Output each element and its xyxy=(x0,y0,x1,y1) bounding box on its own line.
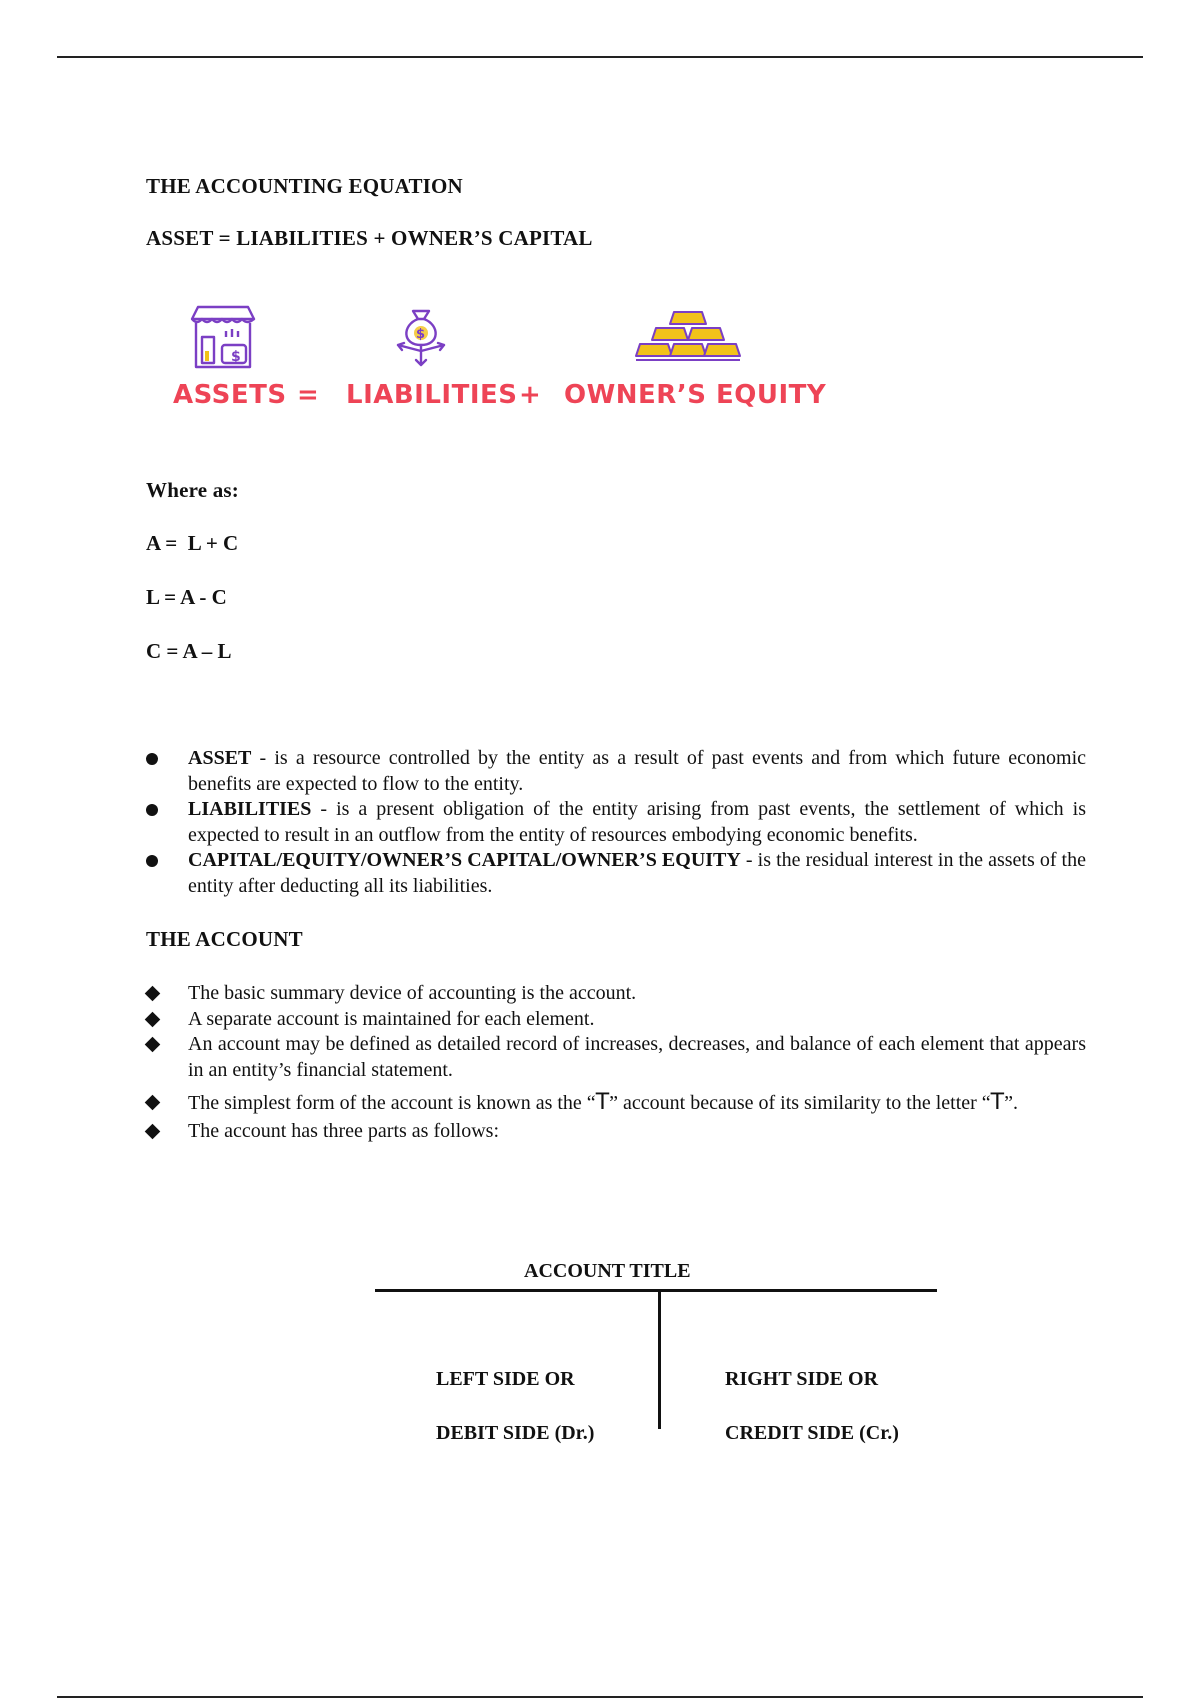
t-account-right-line-1: RIGHT SIDE OR xyxy=(725,1368,879,1390)
point-text: ”. xyxy=(1004,1092,1019,1114)
list-item xyxy=(146,1087,1086,1119)
list-item xyxy=(146,981,1086,1007)
bullet-icon xyxy=(146,804,158,816)
definition-term: LIABILITIES xyxy=(188,798,312,820)
svg-text:$: $ xyxy=(231,349,241,365)
equation-text: ASSET = LIABILITIES + OWNER’S CAPITAL xyxy=(146,226,593,250)
definitions-list xyxy=(146,746,1086,899)
letter-t: T xyxy=(990,1090,1005,1115)
diamond-bullet-icon xyxy=(145,1011,161,1027)
definition-term: ASSET xyxy=(188,747,252,769)
t-account-title: ACCOUNT TITLE xyxy=(524,1260,691,1282)
equation-equals-sign: = xyxy=(297,380,320,410)
t-account-right-line-2: CREDIT SIDE (Cr.) xyxy=(725,1422,899,1444)
list-item xyxy=(146,746,1086,797)
bottom-rule xyxy=(57,1696,1143,1698)
list-item xyxy=(146,797,1086,848)
list-item xyxy=(146,1119,1086,1145)
bullet-icon xyxy=(146,855,158,867)
point-text: ” account because of its similarity to the letter “ xyxy=(609,1092,991,1114)
formula-l: L = A - C xyxy=(146,585,227,609)
list-item xyxy=(146,1007,1086,1033)
gold-bars-icon xyxy=(634,308,744,370)
equation-owners-equity-label: OWNER’S EQUITY xyxy=(564,380,827,410)
formula-a: A = L + C xyxy=(146,531,239,555)
equation-plus-sign: + xyxy=(519,380,542,410)
diamond-bullet-icon xyxy=(145,986,161,1002)
point-text: The account has three parts as follows: xyxy=(188,1120,500,1142)
t-account-horizontal-line xyxy=(375,1289,937,1292)
t-account-left-line-2: DEBIT SIDE (Dr.) xyxy=(436,1422,595,1444)
equation-liabilities-label: LIABILITIES xyxy=(346,380,518,410)
t-account-vertical-line xyxy=(658,1291,661,1429)
list-item xyxy=(146,848,1086,899)
definition-term: CAPITAL/EQUITY/OWNER’S CAPITAL/OWNER’S EQUITY xyxy=(188,849,741,871)
point-text: The simplest form of the account is known as the “ xyxy=(188,1092,596,1114)
definition-text: - is a present obligation of the entity arising from past events, the settlement of which is expected to result in an outflow from the entity of resources embodying economic benefits. xyxy=(188,798,1086,846)
point-text: A separate account is maintained for each element. xyxy=(188,1007,595,1030)
point-text: The basic summary device of accounting is the account. xyxy=(188,982,637,1004)
diamond-bullet-icon xyxy=(145,1037,161,1053)
svg-text:$: $ xyxy=(416,327,426,342)
formula-c: C = A – L xyxy=(146,639,232,663)
section-heading-accounting-equation: THE ACCOUNTING EQUATION xyxy=(146,174,463,198)
equation-graphic xyxy=(0,0,1200,420)
t-account-left-line-1: LEFT SIDE OR xyxy=(436,1368,575,1390)
account-points-list xyxy=(146,981,1086,1145)
definition-text: - is a resource controlled by the entity as a result of past events and from which future economic benefits are expected to flow to the entity. xyxy=(188,747,1086,795)
bullet-icon xyxy=(146,753,158,765)
diamond-bullet-icon xyxy=(145,1124,161,1140)
diamond-bullet-icon xyxy=(145,1095,161,1111)
where-as-label: Where as: xyxy=(146,478,239,502)
store-icon xyxy=(186,305,260,371)
letter-t: T xyxy=(595,1090,610,1115)
money-bag-icon xyxy=(388,305,454,371)
equation-assets-label: ASSETS xyxy=(173,380,287,410)
section-heading-the-account: THE ACCOUNT xyxy=(146,927,303,951)
list-item xyxy=(146,1032,1086,1083)
point-text: An account may be defined as detailed record of increases, decreases, and balance of each element that appears in an entity’s financial statement. xyxy=(188,1033,1086,1081)
definition-text: - is the residual interest in the assets of the entity after deducting all its liabilities. xyxy=(188,849,1086,897)
